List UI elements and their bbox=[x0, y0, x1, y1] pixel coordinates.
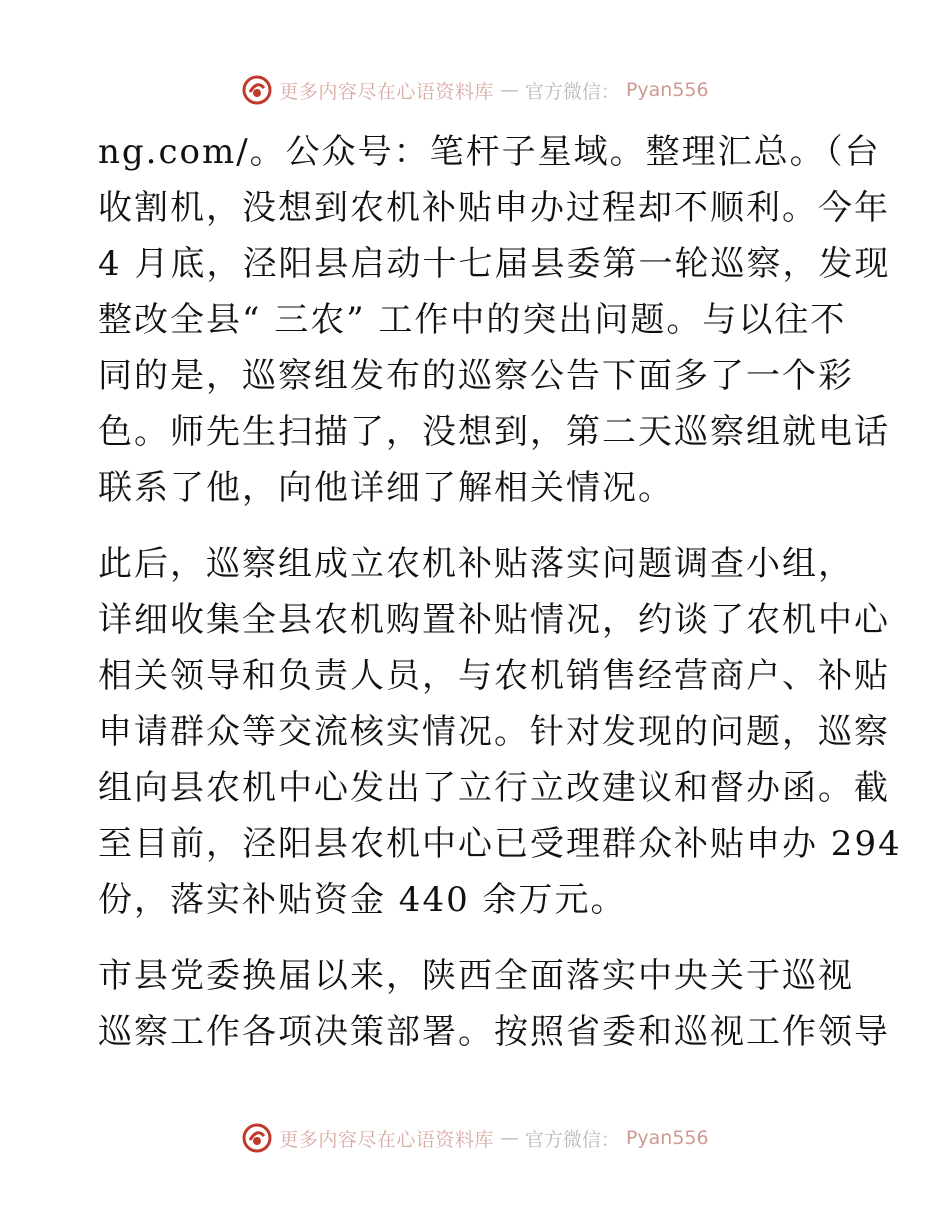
watermark-wechat-id: Pyan556 bbox=[625, 1127, 709, 1149]
text-line: 至目前，泾阳县农机中心已受理群众补贴申办 294 bbox=[98, 824, 902, 864]
text-line: 联系了他，向他详细了解相关情况。 bbox=[98, 468, 674, 508]
watermark-wechat-label: 官方微信： bbox=[524, 80, 620, 103]
watermark-dash: — bbox=[499, 1127, 519, 1149]
watermark-wechat-id: Pyan556 bbox=[625, 79, 709, 101]
swirl-logo-icon bbox=[241, 1122, 273, 1154]
document-body bbox=[98, 124, 902, 1060]
header-watermark bbox=[0, 74, 950, 106]
text-line: 组向县农机中心发出了立行立改建议和督办函。截 bbox=[98, 768, 890, 808]
text-line: 巡察工作各项决策部署。按照省委和巡视工作领导 bbox=[98, 1012, 890, 1052]
text-line: ng.com/。公众号：笔杆子星域。整理汇总。（台 bbox=[98, 132, 881, 172]
text-line: 同的是，巡察组发布的巡察公告下面多了一个彩 bbox=[98, 356, 854, 396]
text-line: 4 月底，泾阳县启动十七届县委第一轮巡察，发现 bbox=[98, 244, 891, 284]
footer-watermark bbox=[0, 1122, 950, 1154]
text-line: 市县党委换届以来，陕西全面落实中央关于巡视 bbox=[98, 956, 854, 996]
paragraph-2 bbox=[98, 536, 902, 928]
text-line: 详细收集全县农机购置补贴情况，约谈了农机中心 bbox=[98, 600, 890, 640]
text-line: 相关领导和负责人员，与农机销售经营商户、补贴 bbox=[98, 656, 890, 696]
watermark-dash: — bbox=[499, 79, 519, 101]
paragraph-1 bbox=[98, 124, 891, 516]
watermark-main-text: 更多内容尽在心语资料库 bbox=[279, 80, 494, 103]
text-line: 申请群众等交流核实情况。针对发现的问题，巡察 bbox=[98, 712, 890, 752]
watermark-main-text: 更多内容尽在心语资料库 bbox=[279, 1128, 494, 1151]
swirl-logo-icon bbox=[241, 74, 273, 106]
watermark-wechat-label: 官方微信： bbox=[524, 1128, 620, 1151]
text-line: 整改全县“ 三农” 工作中的突出问题。与以往不 bbox=[98, 300, 847, 340]
text-line: 此后，巡察组成立农机补贴落实问题调查小组， bbox=[98, 544, 854, 584]
text-line: 份，落实补贴资金 440 余万元。 bbox=[98, 880, 627, 920]
paragraph-3 bbox=[98, 948, 890, 1060]
text-line: 收割机，没想到农机补贴申办过程却不顺利。今年 bbox=[98, 188, 890, 228]
text-line: 色。师先生扫描了，没想到，第二天巡察组就电话 bbox=[98, 412, 890, 452]
